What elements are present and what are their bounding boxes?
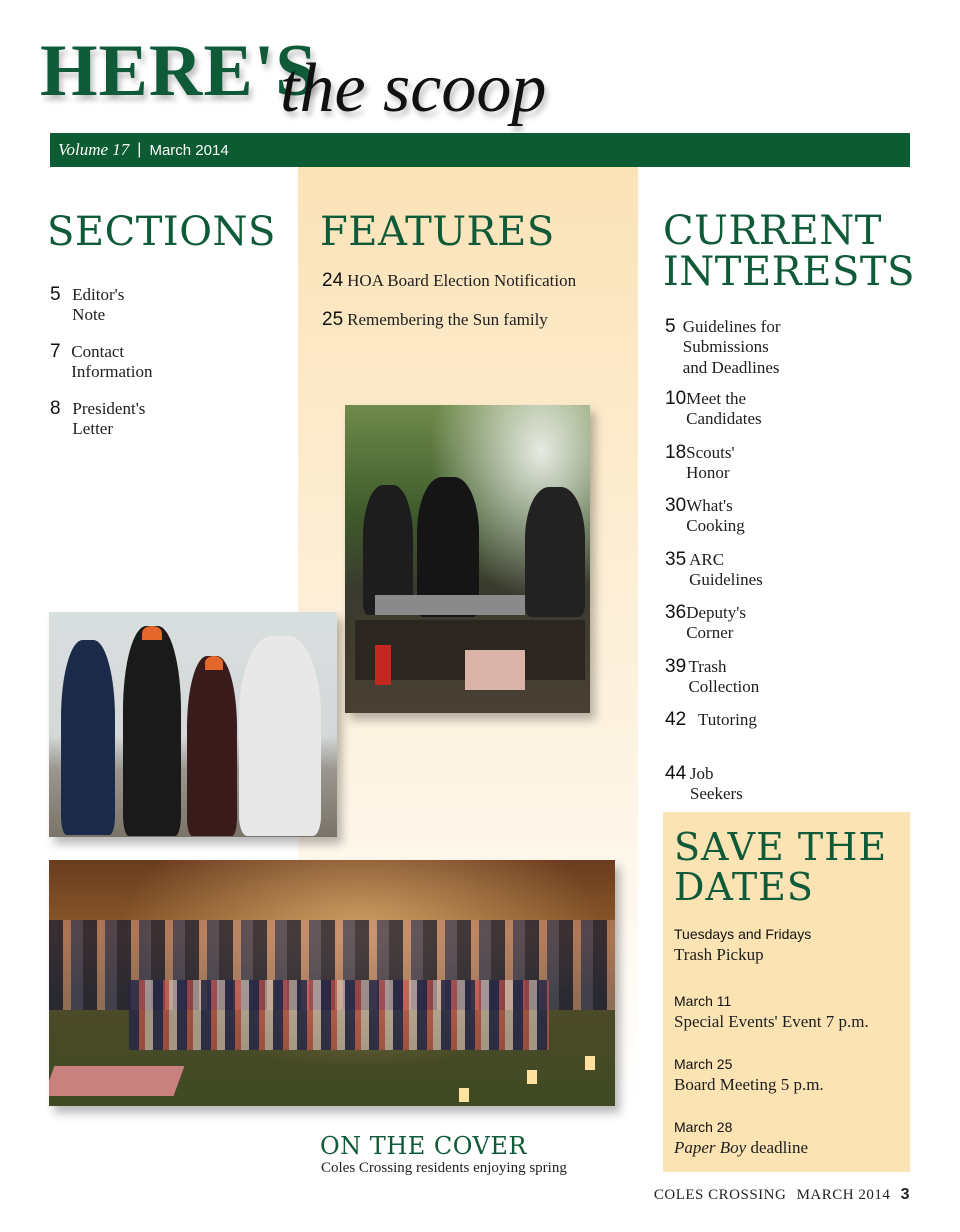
photo-scouts-grilling: [345, 405, 590, 713]
item-label: What's Cooking: [686, 496, 745, 536]
item-label: Editor's Note: [72, 285, 125, 325]
event-date: March 11: [674, 993, 732, 1009]
list-item[interactable]: [50, 284, 134, 326]
item-label: Deputy's Corner: [686, 603, 746, 643]
list-item[interactable]: [322, 309, 548, 331]
list-item[interactable]: [665, 495, 757, 537]
page-number: 42: [665, 709, 687, 730]
item-label: Tutoring: [698, 710, 757, 729]
page-number: 7: [50, 341, 61, 362]
item-label: Meet the Candidates: [686, 389, 762, 429]
page-number: 30: [665, 495, 687, 516]
page-number: 8: [50, 398, 61, 419]
page-number: 25: [322, 309, 344, 330]
heading-line: SAVE THE: [674, 825, 888, 869]
list-item[interactable]: [322, 270, 576, 292]
event-description: [674, 1138, 808, 1158]
footer-publication: COLES CROSSING: [653, 1187, 787, 1203]
list-item[interactable]: [665, 709, 757, 731]
sections-heading: SECTIONS: [47, 209, 276, 255]
volume-number: Volume 17: [58, 140, 130, 159]
list-item[interactable]: [50, 398, 155, 440]
list-item[interactable]: [665, 763, 751, 805]
on-the-cover-heading: ON THE COVER: [320, 1132, 527, 1160]
label-line: and Deadlines: [682, 357, 780, 377]
list-item[interactable]: [665, 316, 784, 378]
current-interests-heading: [663, 208, 915, 295]
event-item: [674, 926, 811, 965]
page-number: 10: [665, 388, 687, 409]
page-number: 36: [665, 602, 687, 623]
heading-line: CURRENT: [663, 208, 882, 254]
item-label: Contact Information: [71, 342, 153, 382]
list-item[interactable]: [665, 602, 758, 644]
item-label: Remembering the Sun family: [347, 310, 548, 329]
page-number: 5: [50, 284, 61, 305]
item-label: HOA Board Election Notification: [347, 271, 577, 290]
volume-bar: [50, 133, 910, 167]
item-label: ARC Guidelines: [689, 550, 763, 590]
event-description: Special Events' Event 7 p.m.: [674, 1012, 869, 1031]
list-item[interactable]: [665, 656, 769, 698]
page-number: 18: [665, 442, 687, 463]
label-line: Guidelines for Submissions: [682, 317, 781, 357]
features-heading: FEATURES: [320, 209, 555, 255]
list-item[interactable]: [665, 549, 772, 591]
list-item[interactable]: [50, 341, 163, 383]
event-date: Tuesdays and Fridays: [674, 926, 812, 942]
item-label: Trash Collection: [688, 657, 760, 697]
event-item: [674, 1119, 808, 1158]
page-number-footer: 3: [900, 1186, 910, 1203]
event-description: Board Meeting 5 p.m.: [674, 1075, 824, 1094]
item-label: [683, 317, 784, 378]
heading-line: DATES: [674, 864, 814, 909]
heading-line: INTERESTS: [663, 248, 915, 295]
page-number: 39: [665, 656, 687, 677]
page-number: 5: [665, 316, 676, 337]
issue-date: March 2014: [149, 141, 229, 159]
masthead-title: HERE'S: [40, 30, 318, 112]
event-description-italic: Paper Boy: [674, 1138, 747, 1157]
footer-date: MARCH 2014: [796, 1187, 891, 1203]
event-item: [674, 1056, 824, 1095]
photo-kids-group: [49, 612, 337, 837]
masthead-script-title: the scoop: [280, 50, 547, 127]
event-description-rest: deadline: [746, 1138, 809, 1157]
item-label: President's Letter: [72, 399, 146, 439]
save-the-dates-heading: [674, 825, 888, 909]
event-description: Trash Pickup: [674, 945, 764, 964]
page-number: 44: [665, 763, 687, 784]
page-number: 35: [665, 549, 687, 570]
item-label: Scouts' Honor: [686, 443, 735, 483]
list-item[interactable]: [665, 388, 774, 430]
volume-separator: |: [137, 141, 142, 158]
photo-cover-crowd: [49, 860, 615, 1106]
on-the-cover-caption: Coles Crossing residents enjoying spring: [321, 1160, 567, 1176]
item-label: Job Seekers: [689, 764, 743, 804]
event-date: March 28: [674, 1119, 733, 1135]
list-item[interactable]: [665, 442, 746, 484]
event-item: [674, 993, 869, 1032]
event-date: March 25: [674, 1056, 733, 1072]
page-footer: [654, 1186, 910, 1204]
page-number: 24: [322, 270, 344, 291]
